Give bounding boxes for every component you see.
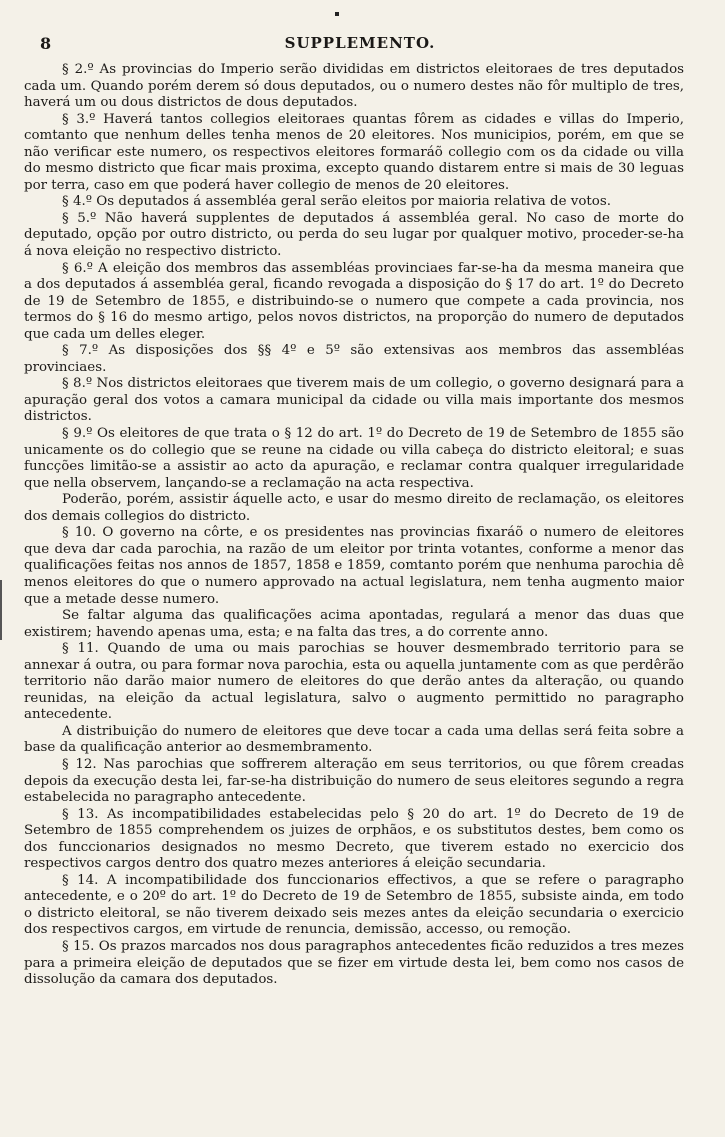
print-mark [335, 12, 339, 16]
page-edge-bracket [0, 580, 5, 640]
paragraph-sec-12: § 12. Nas parochias que soffrerem alteração em seus territorios, ou que fôrem creadas depois da execução desta lei, far-se-ha distribuição do numero de seus eleitores segundo a regra estabelecida no paragrapho antecedente. [24, 756, 684, 806]
paragraph-sec-14: § 14. A incompatibilidade dos funccionarios effectivos, a que se refere o paragrapho antecedente, e o 20º do art. 1º do Decreto de 19 de Setembro de 1855, subsiste ainda, em todo o districto eleitoral, se não tiverem deixado seis mezes antes da eleição secundaria o exercicio dos respectivos cargos, em virtude de renuncia, demissão, accesso, ou remoção. [24, 872, 684, 938]
paragraph-sec-11-cont: A distribuição do numero de eleitores que deve tocar a cada uma dellas será feita sobre a base da qualificação anterior ao desmembramento. [24, 723, 684, 756]
paragraph-sec-8: § 8.º Nos districtos eleitoraes que tiverem mais de um collegio, o governo designará para a apuração geral dos votos a camara municipal da cidade ou villa mais importante dos mesmos districtos. [24, 376, 684, 425]
paragraph-sec-9: § 9.º Os eleitores de que trata o § 12 do art. 1º do Decreto de 19 de Setembro de 1855 são unicamente os do collegio que se reune na cidade ou villa cabeça do districto eleitoral; e suas funcções limitão-se a assistir ao acto da apuração, e reclamar contra qualquer irregularidade que nella observem, lançando-se a reclamação na acta respectiva. [24, 426, 684, 491]
paragraph-sec-10: § 10. O governo na côrte, e os presidentes nas provincias fixaráõ o numero de eleitores que deva dar cada parochia, na razão de um eleitor por trinta votantes, conforme a menor das qualificações feitas nos annos de 1857, 1858 e 1859, comtanto porém que nenhuma parochia dê menos eleitores do que o numero approvado na actual legislatura, nem tenha augmento maior que a metade desse numero. [24, 525, 684, 607]
document-body [24, 62, 684, 989]
paragraph-sec-6: § 6.º A eleição dos membros das assembléas provinciaes far-se-ha da mesma maneira que a dos deputados á assembléa geral, ficando revogada a disposição do § 17 do art. 1º do Decreto de 19 de Setembro de 1855, e distribuindo-se o numero que compete a cada provincia, nos termos do § 16 do mesmo artigo, pelos novos districtos, na proporção do numero de deputados que cada um delles eleger. [24, 260, 684, 342]
paragraph-sec-4: § 4.º Os deputados á assembléa geral serão eleitos por maioria relativa de votos. [62, 194, 611, 210]
paragraph-sec-3: § 3.º Haverá tantos collegios eleitoraes quantas fôrem as cidades e villas do Imperio, comtanto que nenhum delles tenha menos de 20 eleitores. Nos municipios, porém, em que se não verificar este numero, os respectivos eleitores formaráõ collegio com os da cidade ou villa do mesmo districto que ficar mais proxima, excepto quando distarem entre si mais de 30 leguas por terra, caso em que poderá haver collegio de menos de 20 eleitores. [24, 111, 684, 193]
paragraph-sec-9-cont: Poderão, porém, assistir áquelle acto, e usar do mesmo direito de reclamação, os eleitores dos demais collegios do districto. [24, 492, 684, 524]
paragraph-sec-13: § 13. As incompatibilidades estabelecidas pelo § 20 do art. 1º do Decreto de 19 de Setembro de 1855 comprehendem os juizes de orphãos, e os substitutos destes, bem como os dos funccionarios designados no mesmo Decreto, que tiverem estado no exercicio dos respectivos cargos dentro dos quatro mezes anteriores á eleição secundaria. [24, 806, 684, 872]
page-header [40, 34, 680, 56]
paragraph-sec-10-cont: Se faltar alguma das qualificações acima apontadas, regulará a menor das duas que existirem; havendo apenas uma, esta; e na falta das tres, a do corrente anno. [24, 608, 684, 640]
paragraph-sec-7: § 7.º As disposições dos §§ 4º e 5º são extensivas aos membros das assembléas provinciaes. [24, 343, 684, 375]
paragraph-sec-5: § 5.º Não haverá supplentes de deputados á assembléa geral. No caso de morte do deputado, opção por outro districto, ou perda do seu lugar por qualquer motivo, proceder-se-ha á nova eleição no respectivo districto. [24, 210, 684, 260]
paragraph-sec-2: § 2.º As provincias do Imperio serão divididas em districtos eleitoraes de tres deputados cada um. Quando porém derem só dous deputados, ou o numero destes não fôr multiplo de tres, haverá um ou dous districtos de dous deputados. [24, 62, 684, 111]
running-title: SUPPLEMENTO. [284, 34, 436, 52]
page-number: 8 [40, 34, 52, 53]
paragraph-sec-15: § 15. Os prazos marcados nos dous paragraphos antecedentes ficão reduzidos a tres mezes para a primeira eleição de deputados que se fizer em virtude desta lei, bem como nos casos de dissolução da camara dos deputados. [24, 938, 684, 988]
paragraph-sec-11: § 11. Quando de uma ou mais parochias se houver desmembrado territorio para se annexar á outra, ou para formar nova parochia, esta ou aquella juntamente com as que perdêrão territorio não darão maior numero de eleitores do que derão antes da alteração, ou quando reunidas, na eleição da actual legislatura, salvo o augmento permittido no paragrapho antecedente. [24, 641, 684, 723]
